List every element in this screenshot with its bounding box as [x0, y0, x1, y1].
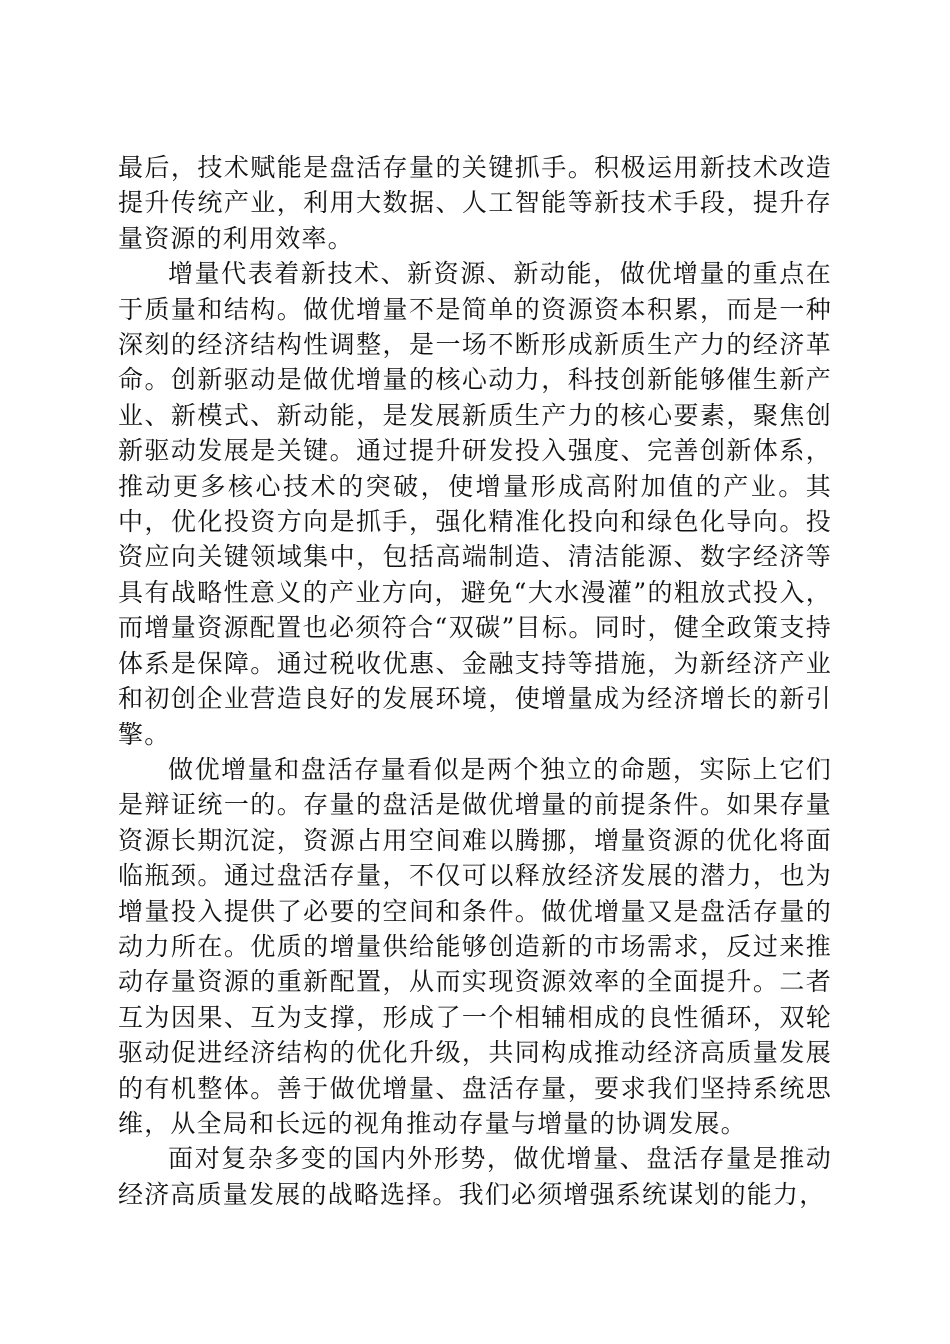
paragraph-3: 做优增量和盘活存量看似是两个独立的命题，实际上它们是辩证统一的。存量的盘活是做优增量的前提条件。如果存量资源长期沉淀，资源占用空间难以腾挪，增量资源的优化将面临瓶颈。通过盘活存量，不仅可以释放经济发展的潜力，也为增量投入提供了必要的空间和条件。做优增量又是盘活存量的动力所在。优质的增量供给能够创造新的市场需求，反过来推动存量资源的重新配置，从而实现资源效率的全面提升。二者互为因果、互为支撑，形成了一个相辅相成的良性循环，双轮驱动促进经济结构的优化升级，共同构成推动经济高质量发展的有机整体。善于做优增量、盘活存量，要求我们坚持系统思维，从全局和长远的视角推动存量与增量的协调发展。 [118, 754, 832, 1138]
paragraph-1: 最后，技术赋能是盘活存量的关键抓手。积极运用新技术改造提升传统产业，利用大数据、人工智能等新技术手段，提升存量资源的利用效率。 [118, 153, 832, 253]
paragraph-4: 面对复杂多变的国内外形势，做优增量、盘活存量是推动经济高质量发展的战略选择。我们必须增强系统谋划的能力， [118, 1144, 832, 1209]
body-text [118, 150, 832, 1212]
paragraph-2: 增量代表着新技术、新资源、新动能，做优增量的重点在于质量和结构。做优增量不是简单的资源资本积累，而是一种深刻的经济结构性调整，是一场不断形成新质生产力的经济革命。创新驱动是做优增量的核心动力，科技创新能够催生新产业、新模式、新动能，是发展新质生产力的核心要素，聚焦创新驱动发展是关键。通过提升研发投入强度、完善创新体系，推动更多核心技术的突破，使增量形成高附加值的产业。其中，优化投资方向是抓手，强化精准化投向和绿色化导向。投资应向关键领域集中，包括高端制造、清洁能源、数字经济等具有战略性意义的产业方向，避免“大水漫灌”的粗放式投入，而增量资源配置也必须符合“双碳”目标。同时，健全政策支持体系是保障。通过税收优惠、金融支持等措施，为新经济产业和初创企业营造良好的发展环境，使增量成为经济增长的新引擎。 [118, 259, 832, 749]
